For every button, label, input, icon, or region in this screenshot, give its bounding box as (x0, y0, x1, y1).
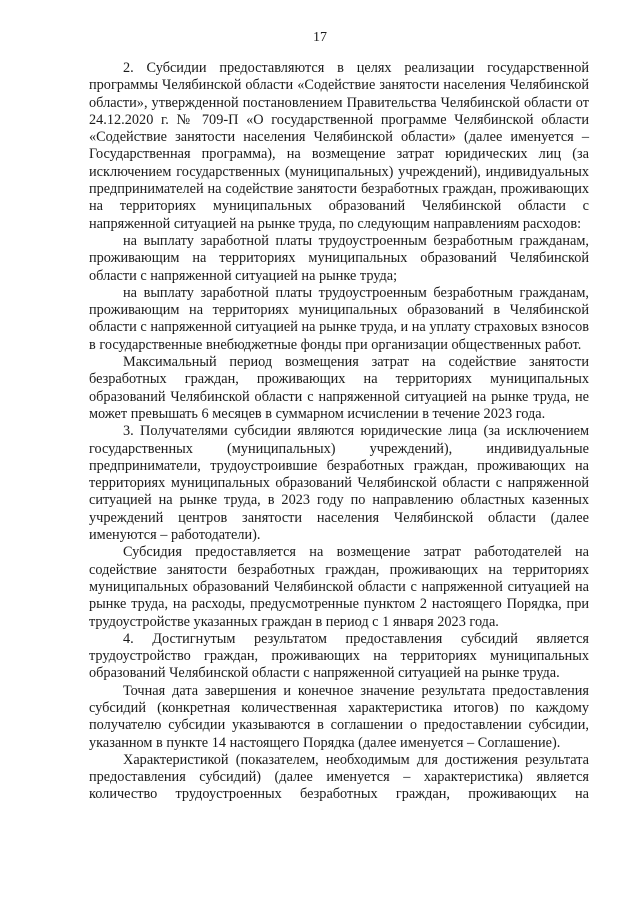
paragraph-item-2-subsidies-purpose: 2. Субсидии предоставляются в целях реализации государственной программы Челябинской области «Содействие занятости населения Челябинской области», утвержденной постановлением Правительства Челябинской области от 24.12.2020 г. № 709-П «О государственной программе Челябинской области «Содействие занятости населения Челябинской области» (далее именуется – Государственная программа), на возмещение затрат юридических лиц (за исключением государственных (муниципальных) учреждений), индивидуальных предпринимателей на содействие занятости безработных граждан, проживающих на территориях муниципальных образований Челябинской области с напряженной ситуацией на рынке труда, по следующим направлениям расходов: (89, 60, 589, 232)
document-body (89, 60, 589, 804)
paragraph-wage-and-insurance: на выплату заработной платы трудоустроенным безработным гражданам, проживающим на территориях муниципальных образований в Челябинской области с напряженной ситуацией на рынке труда, и на уплату страховых взносов в государственные внебюджетные фонды при организации общественных работ. (89, 284, 589, 353)
paragraph-wage-payment: на выплату заработной платы трудоустроенным безработным гражданам, проживающим на территориях муниципальных образований Челябинской области с напряженной ситуацией на рынке труда; (89, 232, 589, 284)
paragraph-subsidy-reimbursement: Субсидия предоставляется на возмещение затрат работодателей на содействие занятости безработных граждан, проживающих на территориях муниципальных образований Челябинской области с напряженной ситуацией на рынке труда, на расходы, предусмотренные пунктом 2 настоящего Порядка, при трудоустройстве указанных граждан в период с 1 января 2023 года. (89, 544, 589, 630)
paragraph-item-4-result: 4. Достигнутым результатом предоставления субсидий является трудоустройство граждан, проживающих на территориях муниципальных образований Челябинской области с напряженной ситуацией на рынке труда. (89, 630, 589, 682)
paragraph-item-3-recipients: 3. Получателями субсидии являются юридические лица (за исключением государственных (муниципальных) учреждений), индивидуальные предприниматели, трудоустроившие безработных граждан, проживающих на территориях муниципальных образований Челябинской области с напряженной ситуацией на рынке труда, в 2023 году по направлению областных казенных учреждений центров занятости населения Челябинской области (далее именуются – работодатели). (89, 423, 589, 544)
paragraph-max-period: Максимальный период возмещения затрат на содействие занятости безработных граждан, проживающих на территориях муниципальных образований Челябинской области с напряженной ситуацией на рынке труда, не может превышать 6 месяцев в суммарном исчислении в течение 2023 года. (89, 354, 589, 422)
page-number: 17 (313, 30, 327, 45)
paragraph-completion-date: Точная дата завершения и конечное значение результата предоставления субсидий (конкретная количественная характеристика итогов) по каждому получателю субсидии указываются в соглашении о предоставлении субсидии, указанном в пункте 14 настоящего Порядка (далее именуется – Соглашение). (89, 682, 589, 751)
paragraph-characteristic: Характеристикой (показателем, необходимым для достижения результата предоставления субсидий) (далее именуется – характеристика) является количество трудоустроенных безработных граждан, проживающих на (89, 751, 589, 803)
